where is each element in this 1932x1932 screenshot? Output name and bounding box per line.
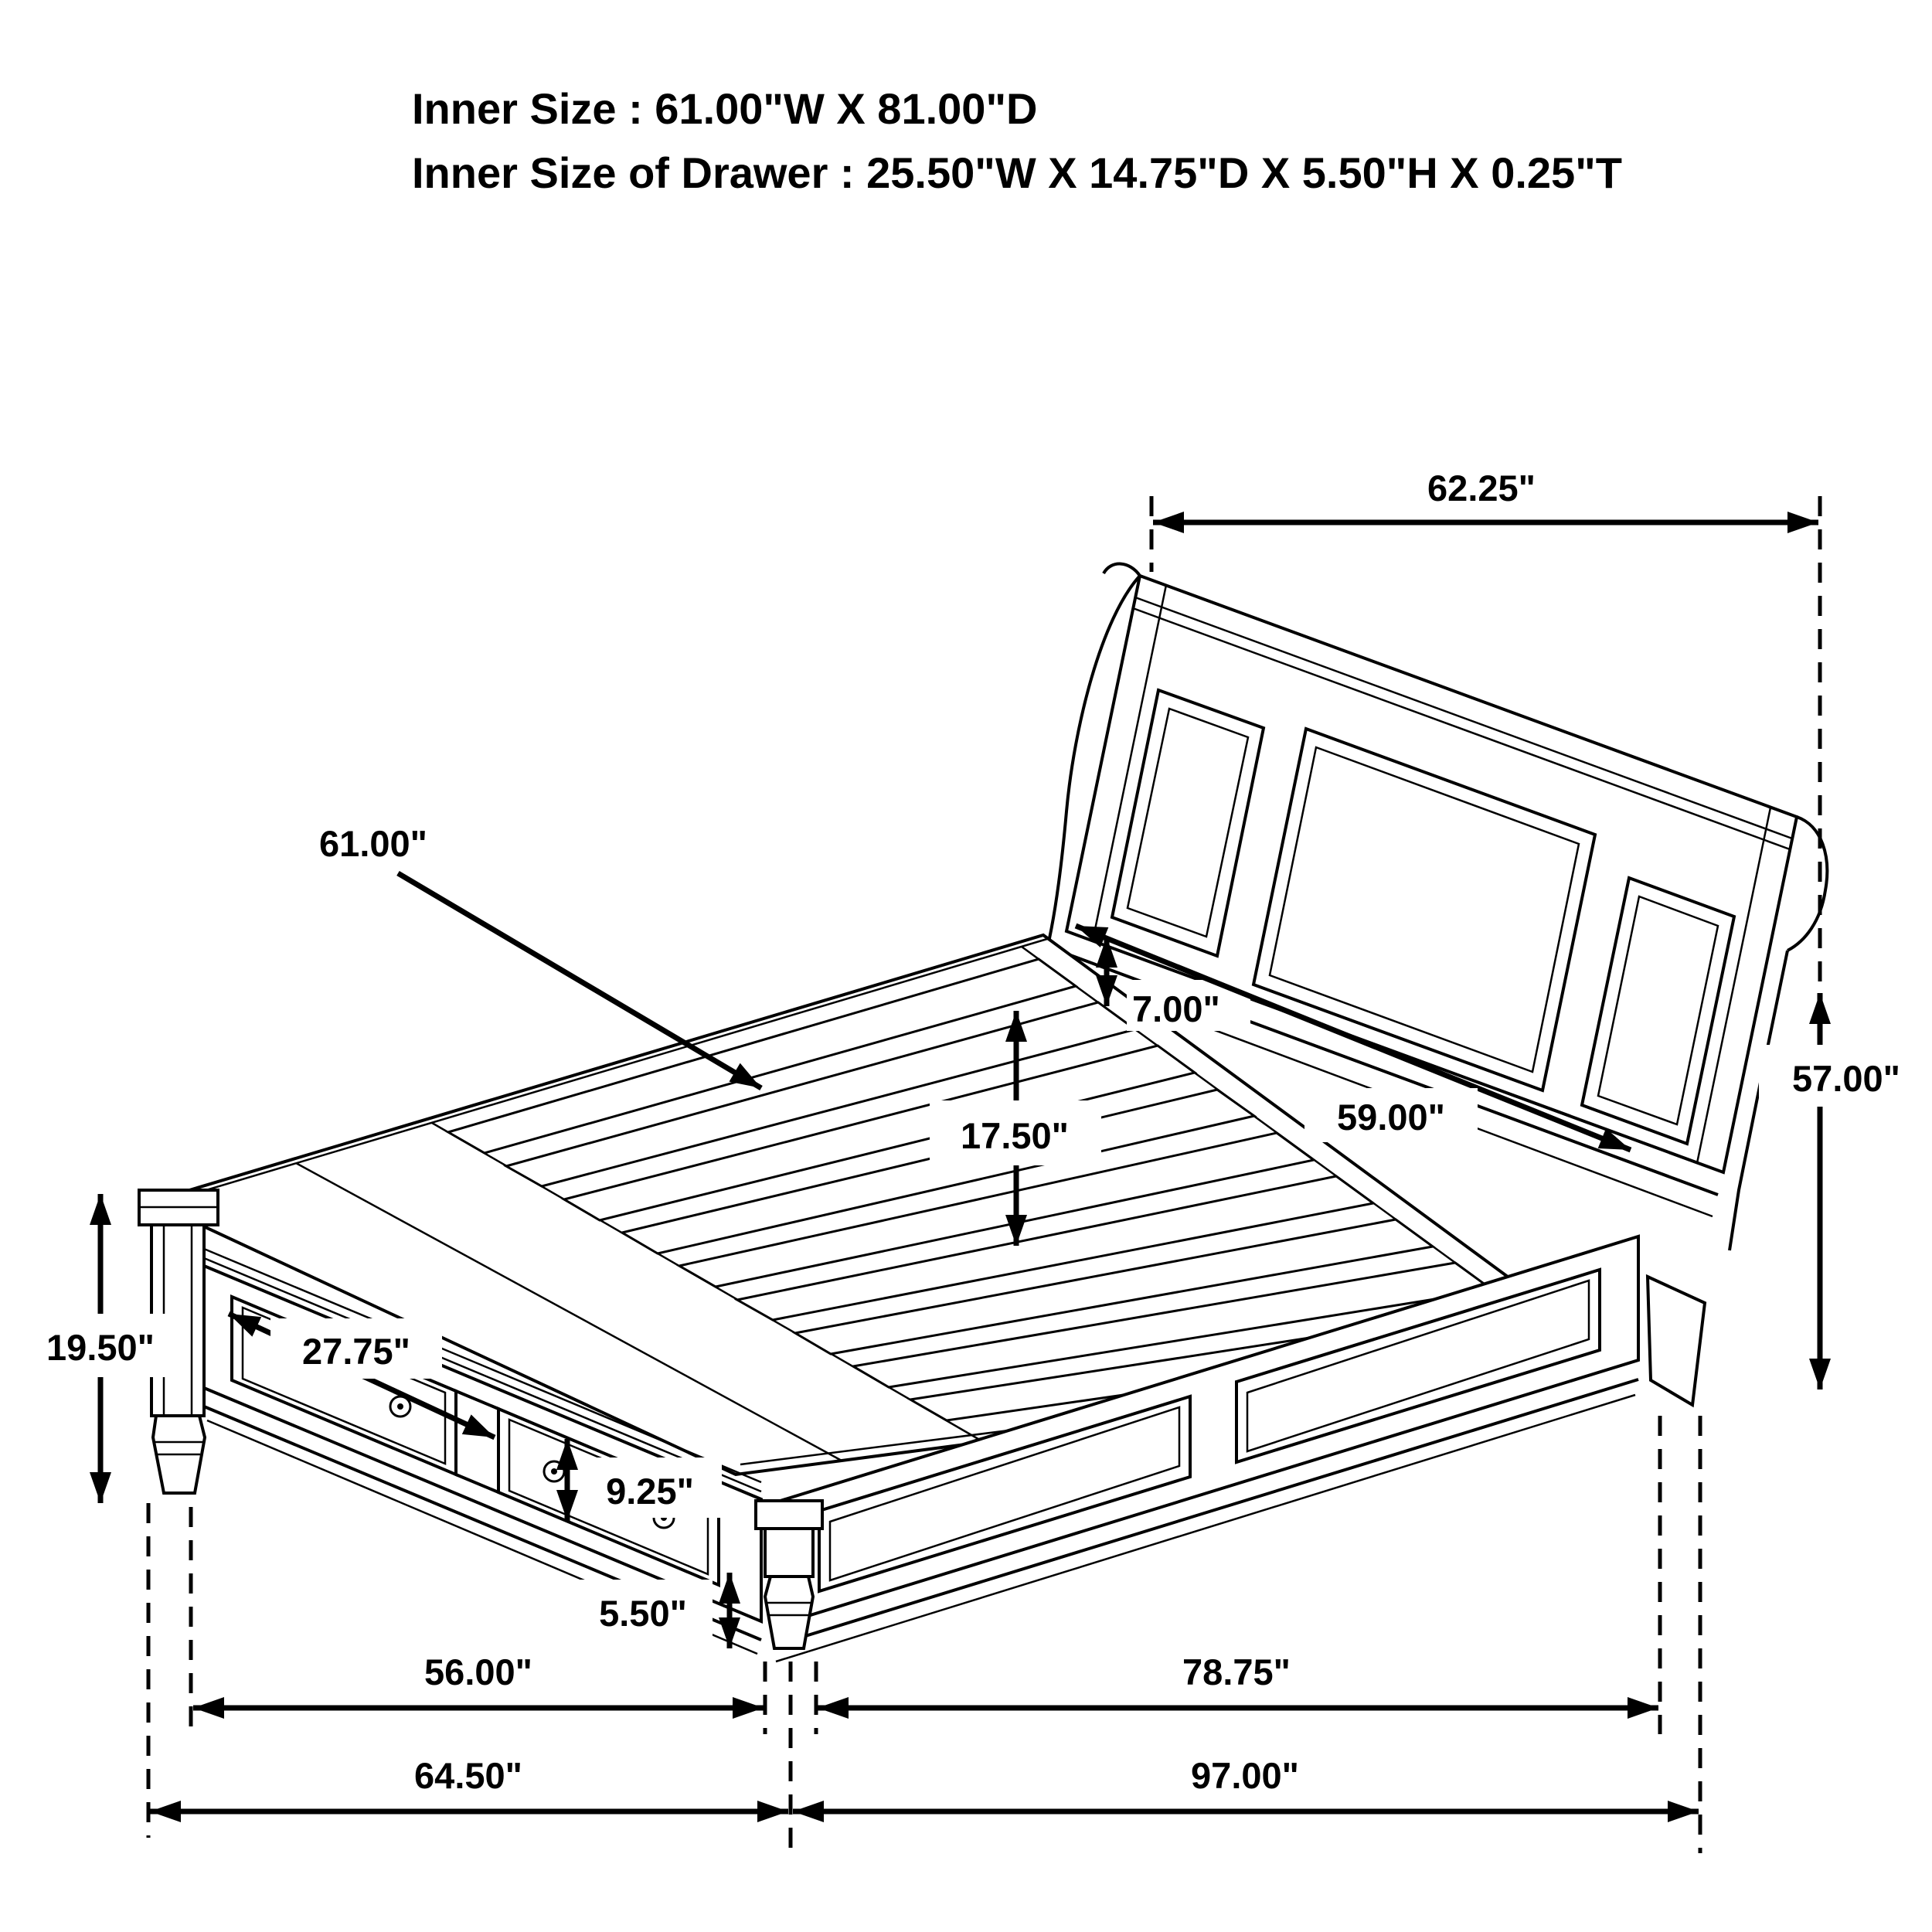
dim-label: 78.75" — [1182, 1651, 1291, 1692]
dim-label: 56.00" — [424, 1651, 532, 1692]
drawer-inner-size-note: Inner Size of Drawer : 25.50"W X 14.75"D X 5.50"H X 0.25"T — [412, 148, 1622, 197]
dim-label: 59.00" — [1337, 1097, 1445, 1138]
dim-headboard-width — [1153, 468, 1818, 522]
dim-label: 57.00" — [1792, 1058, 1900, 1099]
dim-footboard-width — [193, 1651, 764, 1708]
dim-overall-width — [150, 1755, 788, 1811]
footboard-right-post — [765, 1529, 813, 1577]
dim-headboard-height — [1759, 993, 1932, 1389]
dim-label: 17.50" — [961, 1115, 1069, 1156]
dim-inner-width — [319, 823, 761, 1088]
leader-line — [398, 873, 761, 1088]
dim-label: 5.50" — [599, 1593, 687, 1634]
drawer-1-knob-dot — [397, 1403, 403, 1410]
dim-label: 61.00" — [319, 823, 427, 864]
footboard-right-foot — [765, 1577, 813, 1648]
dim-foot-height — [573, 1573, 730, 1648]
headboard-leg — [1648, 1277, 1705, 1405]
dim-label: 9.25" — [606, 1471, 694, 1512]
dim-label: 62.25" — [1427, 468, 1536, 509]
headboard-left-post-curl — [1104, 564, 1140, 576]
dim-side-rail-length — [818, 1651, 1658, 1708]
footboard-right-post-cap — [756, 1501, 822, 1529]
dim-label: 97.00" — [1191, 1755, 1299, 1796]
inner-size-note: Inner Size : 61.00"W X 81.00"D — [412, 84, 1038, 133]
dim-label: 27.75" — [302, 1331, 410, 1372]
drawer-2-knob-dot — [551, 1468, 557, 1475]
dim-overall-length — [793, 1755, 1699, 1811]
dim-label: 19.50" — [46, 1327, 155, 1368]
dim-label: 7.00" — [1132, 988, 1220, 1029]
dim-label: 64.50" — [414, 1755, 522, 1796]
